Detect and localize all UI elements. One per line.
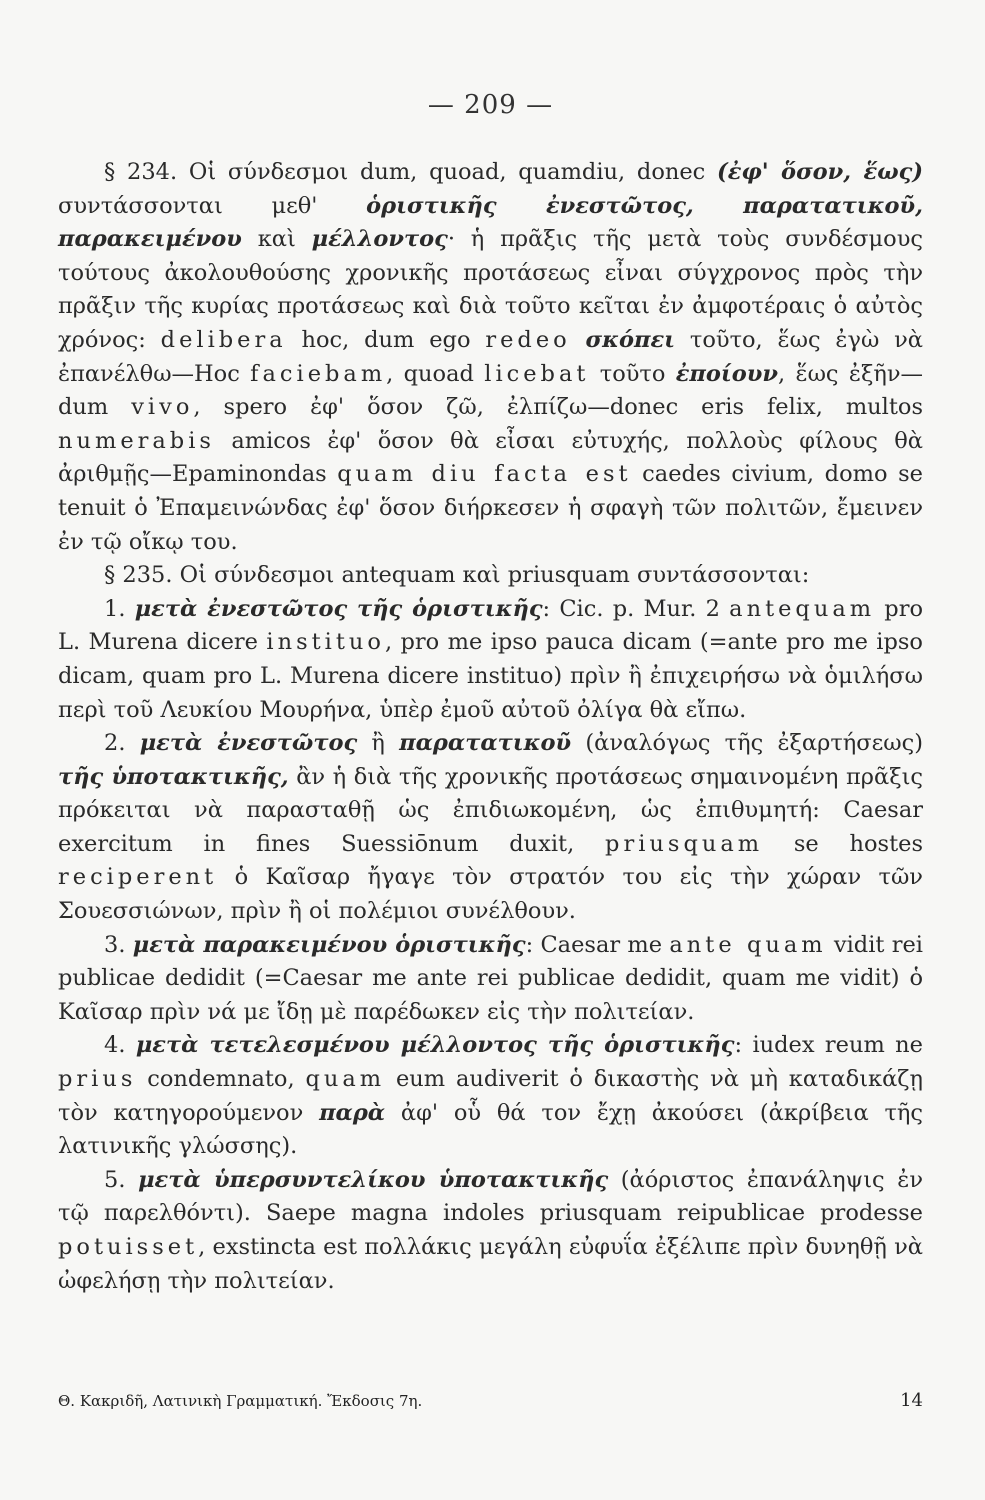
page-number: — 209 — — [427, 90, 554, 120]
section-235: § 235. Οἱ σύνδεσμοι antequam καὶ priusquam συντάσσονται: — [104, 562, 810, 589]
list-item-1: 1. μετὰ ἐνεστῶτος τῆς ὁριστικῆς: Cic. p. Mur. 2 antequam pro L. Murena dicere instituo, pro me ipso pauca dicam (=ante pro me ipso dicam, quam pro L. Murena dicere instituo) πρὶν ἢ ἐπιχειρήσω νὰ ὁμιλήσω περὶ τοῦ Λευκίου Μουρήνα, ὑπὲρ ἐμοῦ αὐτοῦ ὀλίγα θὰ εἴπω. — [58, 595, 923, 723]
list-item-2: 2. μετὰ ἐνεστῶτος ἢ παρατατικοῦ (ἀναλόγως τῆς ἐξαρτήσεως) τῆς ὑποτακτικῆς, ἂν ἡ διὰ τῆς χρονικῆς προτάσεως σημαινομένη πρᾶξις πρόκειται νὰ παρασταθῇ ὡς ἐπιδιωκομένη, ὡς ἐπιθυμητή: Caesar exercitum in fines Suessiōnum duxit, priusquam se hostes reciperent ὁ Καῖσαρ ἤγαγε τὸν στρατόν του εἰς τὴν χώραν τῶν Σουεσσιώνων, πρὶν ἢ οἱ πολέμιοι συνέλθουν. — [58, 730, 924, 925]
list-item-3: 3. μετὰ παρακειμένου ὁριστικῆς: Caesar me ante quam vidit rei publicae dedidit (=Caesar me ante rei publicae dedidit, quam me vidit) ὁ Καῖσαρ πρὶν νά με ἴδῃ μὲ παρέδωκεν εἰς τὴν πολιτείαν. — [58, 931, 924, 1025]
list-item-4: 4. μετὰ τετελεσμένου μέλλοντος τῆς ὁριστικῆς: iudex reum ne prius condemnato, quam eum audiverit ὁ δικαστὴς νὰ μὴ καταδικάζῃ τὸν κατηγορούμενον παρὰ ἀφ' οὗ θά τον ἔχῃ ἀκούσει (ἀκρίβεια τῆς λατινικῆς γλώσσης). — [58, 1032, 923, 1160]
section-number: § 235. — [104, 562, 173, 589]
signature-number: 14 — [900, 1390, 923, 1411]
list-item-5: 5. μετὰ ὑπερσυντελίκου ὑποτακτικῆς (ἀόριστος ἐπανάληψις ἐν τῷ παρελθόντι). Saepe magna indoles priusquam reipublicae prodesse potuisset, exstincta est πολλάκις μεγάλη εὐφυΐα ἐξέλιπε πρὶν δυνηθῇ νὰ ὠφελήσῃ τὴν πολιτείαν. — [58, 1166, 923, 1294]
footer-citation: Θ. Κακριδῆ, Λατινικὴ Γραμματική. Ἔκδοσις 7η. — [58, 1392, 423, 1410]
section-number: § 234. — [104, 159, 178, 185]
section-234: § 234. Οἱ σύνδεσμοι dum, quoad, quamdiu, donec (ἐφ' ὅσον, ἕως) συντάσσονται μεθ' ὁριστικῆς ἐνεστῶτος, παρατατικοῦ, παρακειμένου καὶ μέλλοντος· ἡ πρᾶξις τῆς μετὰ τοὺς συνδέσμους τούτους ἀκολουθούσης χρονικῆς προτάσεως εἶναι σύγχρονος πρὸς τὴν πρᾶξιν τῆς κυρίας προτάσεως καὶ διὰ τοῦτο κεῖται ἐν ἀμφοτέραις ὁ αὐτὸς χρόνος: delibera hoc, dum ego redeo σκόπει τοῦτο, ἕως ἐγὼ νὰ ἐπανέλθω—Hoc faciebam, quoad licebat τοῦτο ἐποίουν, ἕως ἐξῆν—dum vivo, spero ἐφ' ὅσον ζῶ, ἐλπίζω—donec eris felix, multos numerabis amicos ἐφ' ὅσον θὰ εἶσαι εὐτυχής, πολλοὺς φίλους θὰ ἀριθμῇς—Epaminondas quam diu facta est caedes civium, domo se tenuit ὁ Ἐπαμεινώνδας ἐφ' ὅσον διήρκεσεν ἡ σφαγὴ τῶν πολιτῶν, ἔμεινεν ἐν τῷ οἴκῳ του. — [58, 159, 924, 555]
footer — [58, 1390, 923, 1411]
